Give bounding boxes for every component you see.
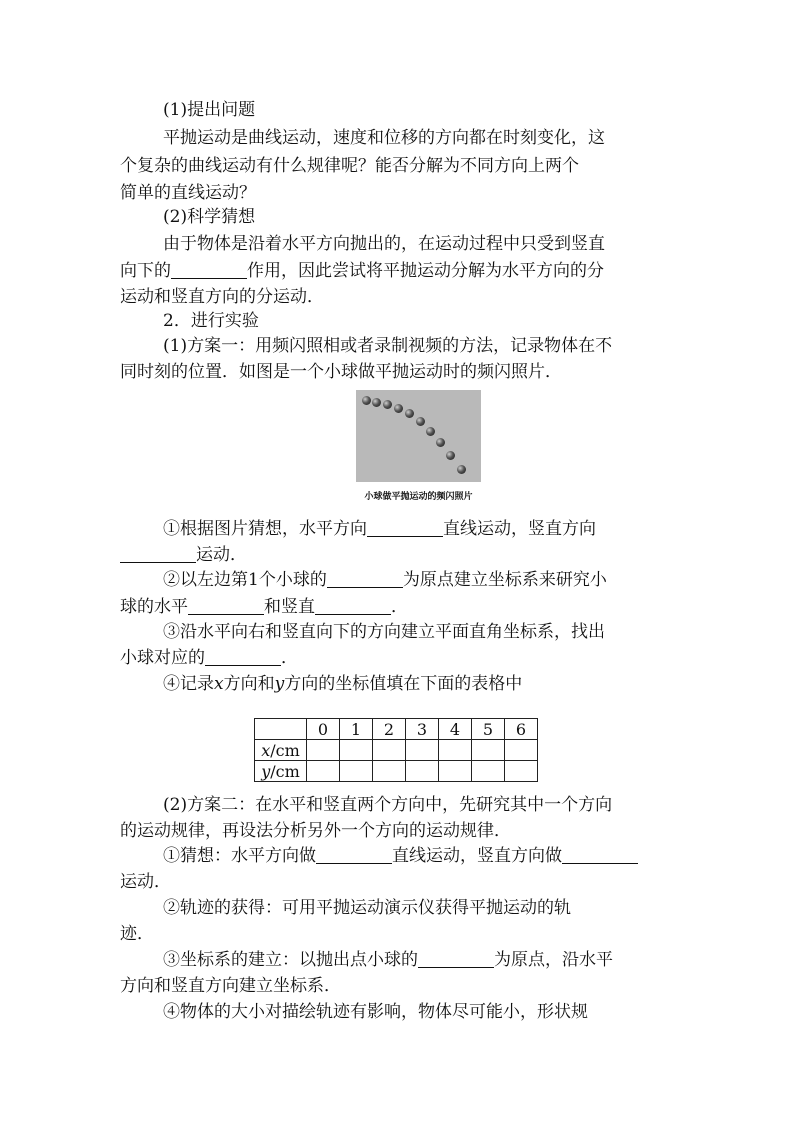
table-cell <box>505 761 538 782</box>
paragraph-line: 运动和竖直方向的分运动． <box>120 287 324 307</box>
ball-icon <box>405 409 414 418</box>
heading-hypothesis: (2)科学猜想 <box>163 207 256 227</box>
text: 为原点，沿水平 <box>494 950 613 970</box>
text: 为原点建立坐标系来研究小 <box>402 570 607 590</box>
ball-icon <box>446 451 455 460</box>
paragraph-line <box>120 545 680 565</box>
table-cell <box>406 740 439 761</box>
fill-blank <box>418 951 494 968</box>
table-cell <box>307 761 340 782</box>
paragraph-line <box>120 261 680 281</box>
text: 方向的坐标值填在下面的表格中 <box>284 674 523 694</box>
table-cell <box>439 761 472 782</box>
text: ． <box>391 597 408 617</box>
unit: /cm <box>270 740 300 760</box>
row-label-x <box>255 740 307 761</box>
photo-caption: 小球做平抛运动的频闪照片 <box>364 492 473 502</box>
table-cell <box>373 761 406 782</box>
text: 作用，因此尝试将平抛运动分解为水平方向的分 <box>247 261 604 281</box>
paragraph-line: 个复杂的曲线运动有什么规律呢？能否分解为不同方向上两个 <box>120 156 579 176</box>
paragraph-line: ②轨迹的获得：可用平抛运动演示仪获得平抛运动的轨 <box>163 898 571 918</box>
variable-x: x <box>261 740 271 760</box>
table-cell <box>406 761 439 782</box>
paragraph-line <box>120 597 680 617</box>
table-cell <box>340 761 373 782</box>
table-cell <box>373 740 406 761</box>
text: 小球对应的 <box>120 648 205 668</box>
fill-blank <box>315 598 391 615</box>
table-cell <box>307 740 340 761</box>
table-cell <box>472 740 505 761</box>
table-cell: 3 <box>406 719 439 740</box>
paragraph-line <box>163 570 680 590</box>
fill-blank <box>562 847 638 864</box>
ball-icon <box>457 465 466 474</box>
ball-icon <box>372 398 381 407</box>
paragraph-line: (1)方案一：用频闪照相或者录制视频的方法，记录物体在不 <box>163 336 613 356</box>
fill-blank <box>171 262 247 279</box>
text: 向下的 <box>120 261 171 281</box>
table-cell <box>439 740 472 761</box>
paragraph-line: 的运动规律，再设法分析另外一个方向的运动规律． <box>120 821 511 841</box>
paragraph-line: 迹． <box>120 924 154 944</box>
table-cell <box>472 761 505 782</box>
variable-y: y <box>261 761 271 781</box>
heading-raise-question: (1)提出问题 <box>163 100 256 120</box>
heading-experiment: 2．进行实验 <box>163 311 259 331</box>
text: ②以左边第 <box>163 570 248 590</box>
text: 方向和 <box>223 674 275 694</box>
strobe-photo-image <box>356 390 481 482</box>
text: 和竖直 <box>264 597 315 617</box>
text: 直线运动，竖直方向做 <box>392 846 562 866</box>
ball-icon <box>362 396 371 405</box>
unit: /cm <box>270 761 300 781</box>
table-cell <box>340 740 373 761</box>
paragraph-line <box>163 846 680 866</box>
ball-icon <box>416 417 425 426</box>
table-cell: 5 <box>472 719 505 740</box>
paragraph-line <box>163 950 680 970</box>
text: ④记录 <box>163 674 214 694</box>
table-header-row <box>255 719 538 740</box>
ball-icon <box>426 427 435 436</box>
ball-icon <box>383 400 392 409</box>
fill-blank <box>120 546 196 563</box>
fill-blank <box>205 649 281 666</box>
fill-blank <box>367 520 443 537</box>
text: ③坐标系的建立：以抛出点小球的 <box>163 950 418 970</box>
ball-icon <box>394 404 403 413</box>
text: 直线运动，竖直方向 <box>443 519 596 539</box>
fill-blank <box>188 598 264 615</box>
table-cell: 1 <box>340 719 373 740</box>
paragraph-line: (2)方案二：在水平和竖直两个方向中，先研究其中一个方向 <box>163 795 613 815</box>
table-cell <box>505 740 538 761</box>
number: 1 <box>248 570 259 590</box>
paragraph-line <box>163 674 680 694</box>
paragraph-line <box>163 519 680 539</box>
paragraph-line: ④物体的大小对描绘轨迹有影响，物体尽可能小，形状规 <box>163 1002 588 1022</box>
variable-x: x <box>214 674 224 694</box>
table-cell: 2 <box>373 719 406 740</box>
table-row <box>255 740 538 761</box>
paragraph-line: 简单的直线运动？ <box>120 183 256 203</box>
text: ． <box>281 648 298 668</box>
text: ①根据图片猜想，水平方向 <box>163 519 367 539</box>
text: 运动． <box>196 545 247 565</box>
paragraph-line: 由于物体是沿着水平方向抛出的，在运动过程中只受到竖直 <box>163 234 605 254</box>
paragraph-line: 方向和竖直方向建立坐标系． <box>120 976 341 996</box>
paragraph-line: ③沿水平向右和竖直向下的方向建立平面直角坐标系，找出 <box>163 622 605 642</box>
paragraph-line <box>120 648 680 668</box>
variable-y: y <box>274 674 285 694</box>
table-cell: 4 <box>439 719 472 740</box>
text: 个小球的 <box>258 570 327 590</box>
text: 球的水平 <box>120 597 188 617</box>
table-cell: 6 <box>505 719 538 740</box>
table-cell: 0 <box>307 719 340 740</box>
coordinate-table <box>254 718 538 782</box>
paragraph-line: 平抛运动是曲线运动，速度和位移的方向都在时刻变化，这 <box>163 128 605 148</box>
paragraph-line: 同时刻的位置．如图是一个小球做平抛运动时的频闪照片． <box>120 362 562 382</box>
text: ①猜想：水平方向做 <box>163 846 316 866</box>
fill-blank <box>327 571 403 588</box>
paragraph-line: 运动． <box>120 872 171 892</box>
ball-icon <box>436 438 445 447</box>
row-label-y <box>255 761 307 782</box>
table-row <box>255 761 538 782</box>
table-cell <box>255 719 307 740</box>
fill-blank <box>316 847 392 864</box>
